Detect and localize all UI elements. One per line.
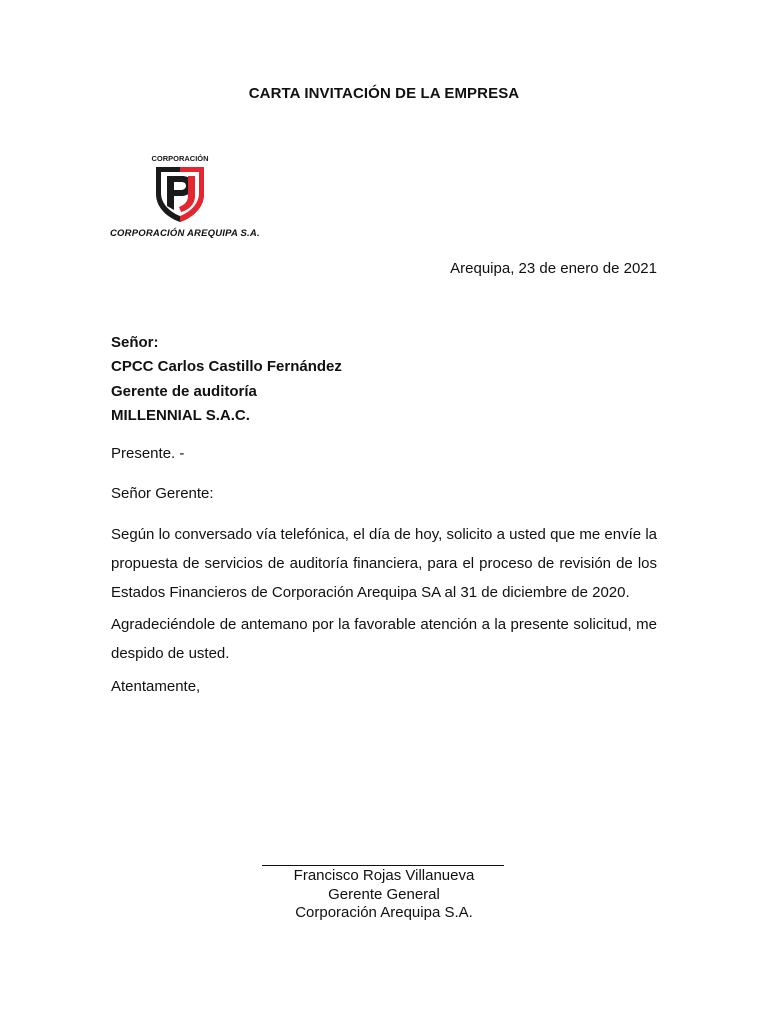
signature-block	[0, 867, 768, 923]
signatory-position: Gerente General	[328, 885, 440, 903]
recipient-name: CPCC Carlos Castillo Fernández	[111, 358, 342, 376]
body-paragraph: Según lo conversado vía telefónica, el día de hoy, solicito a usted que me envíe la propuesta de servicios de auditoría financiera, para el proceso de revisión de los Estados Financieros de Corporación Arequipa SA al 31 de diciembre de 2020.	[111, 526, 657, 601]
letter-title: CARTA INVITACIÓN DE LA EMPRESA	[248, 85, 520, 102]
recipient-greeting: Señor:	[111, 334, 159, 351]
signature-line	[262, 865, 504, 866]
letter-date: Arequipa, 23 de enero de 2021	[450, 260, 657, 277]
company-caption: CORPORACIÓN AREQUIPA S.A.	[110, 228, 260, 239]
recipient-block	[111, 331, 342, 428]
recipient-position: Gerente de auditoría	[111, 382, 257, 400]
corporacion-arequipa-shield-logo	[146, 152, 214, 224]
presente-line: Presente. -	[111, 445, 185, 462]
salutation: Señor Gerente:	[111, 485, 214, 502]
signatory-company: Corporación Arequipa S.A.	[295, 904, 473, 921]
body-paragraph: Agradeciéndole de antemano por la favorable atención a la presente solicitud, me despido de usted.	[111, 616, 657, 662]
signatory-name: Francisco Rojas Villanueva	[293, 867, 475, 884]
closing: Atentamente,	[111, 678, 201, 695]
logo-text: CORPORACIÓN	[151, 154, 209, 163]
recipient-company: MILLENNIAL S.A.C.	[111, 406, 250, 424]
